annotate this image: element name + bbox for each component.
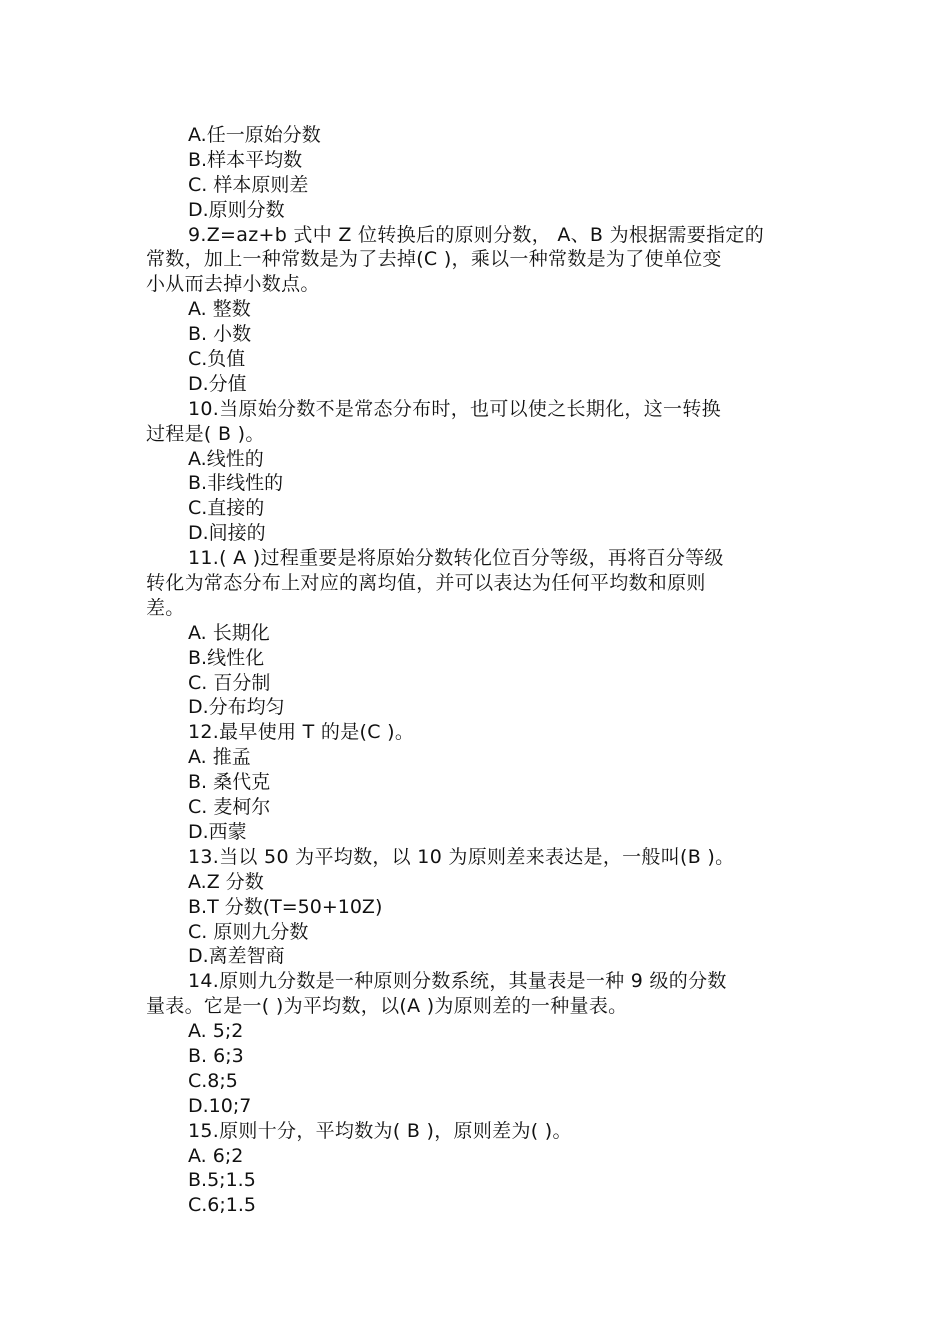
answer-option-line: C. 原则九分数	[188, 920, 309, 943]
answer-option-line: D.分值	[188, 372, 247, 395]
answer-option-line: C.直接的	[188, 497, 265, 520]
question-text-line: 转化为常态分布上对应的离均值，并可以表达为任何平均数和原则	[146, 572, 706, 595]
answer-option-line: D.西蒙	[188, 820, 247, 843]
answer-option-line: B.线性化	[188, 646, 265, 669]
answer-option-line: B.样本平均数	[188, 148, 303, 171]
answer-option-line: B.T 分数(T=50+10Z)	[188, 895, 383, 918]
answer-option-line: B. 6;3	[188, 1044, 244, 1067]
answer-option-line: A. 5;2	[188, 1020, 244, 1043]
answer-option-line: B.非线性的	[188, 472, 284, 495]
answer-option-line: D.间接的	[188, 522, 266, 545]
question-text-line: 小从而去掉小数点。	[146, 273, 320, 296]
answer-option-line: B. 桑代克	[188, 771, 271, 794]
answer-option-line: A. 6;2	[188, 1144, 244, 1167]
answer-option-line: A.线性的	[188, 447, 264, 470]
document-body	[146, 123, 808, 1218]
question-text-line: 13.当以 50 为平均数，以 10 为原则差来表达是，一般叫(B )。	[188, 845, 735, 868]
answer-option-line: C.负值	[188, 348, 246, 371]
answer-option-line: A.任一原始分数	[188, 124, 321, 146]
answer-option-line: A. 推孟	[188, 746, 251, 769]
answer-option-line: C.6;1.5	[188, 1194, 257, 1217]
answer-option-line: C. 样本原则差	[188, 173, 309, 196]
question-text-line: 过程是( B )。	[146, 422, 265, 445]
answer-option-line: A. 长期化	[188, 621, 270, 644]
answer-option-line: A. 整数	[188, 298, 251, 321]
question-text-line: 12.最早使用 T 的是(C )。	[188, 721, 415, 744]
question-text-line: 量表。它是一( )为平均数，以(A )为原则差的一种量表。	[146, 995, 628, 1018]
answer-option-line: C. 麦柯尔	[188, 796, 271, 819]
answer-option-line: C.8;5	[188, 1069, 238, 1092]
question-text-line: 14.原则九分数是一种原则分数系统，其量表是一种 9 级的分数	[188, 970, 727, 993]
answer-option-line: D.原则分数	[188, 198, 285, 221]
answer-option-line: B. 小数	[188, 323, 252, 346]
answer-option-line: D.10;7	[188, 1094, 252, 1117]
answer-option-line: D.分布均匀	[188, 696, 285, 719]
question-text-line: 15.原则十分，平均数为( B )，原则差为( )。	[188, 1119, 572, 1142]
question-text-line: 常数，加上一种常数是为了去掉(C )，乘以一种常数是为了使单位变	[146, 248, 722, 271]
question-text-line: 11.( A )过程重要是将原始分数转化位百分等级，再将百分等级	[188, 547, 724, 570]
answer-option-line: D.离差智商	[188, 945, 285, 968]
question-text-line: 9.Z=az+b 式中 Z 位转换后的原则分数， A、B 为根据需要指定的	[188, 223, 765, 246]
answer-option-line: C. 百分制	[188, 671, 271, 694]
answer-option-line: B.5;1.5	[188, 1169, 256, 1192]
question-text-line: 差。	[146, 596, 185, 619]
answer-option-line: A.Z 分数	[188, 870, 264, 893]
question-text-line: 10.当原始分数不是常态分布时，也可以使之长期化，这一转换	[188, 397, 721, 420]
